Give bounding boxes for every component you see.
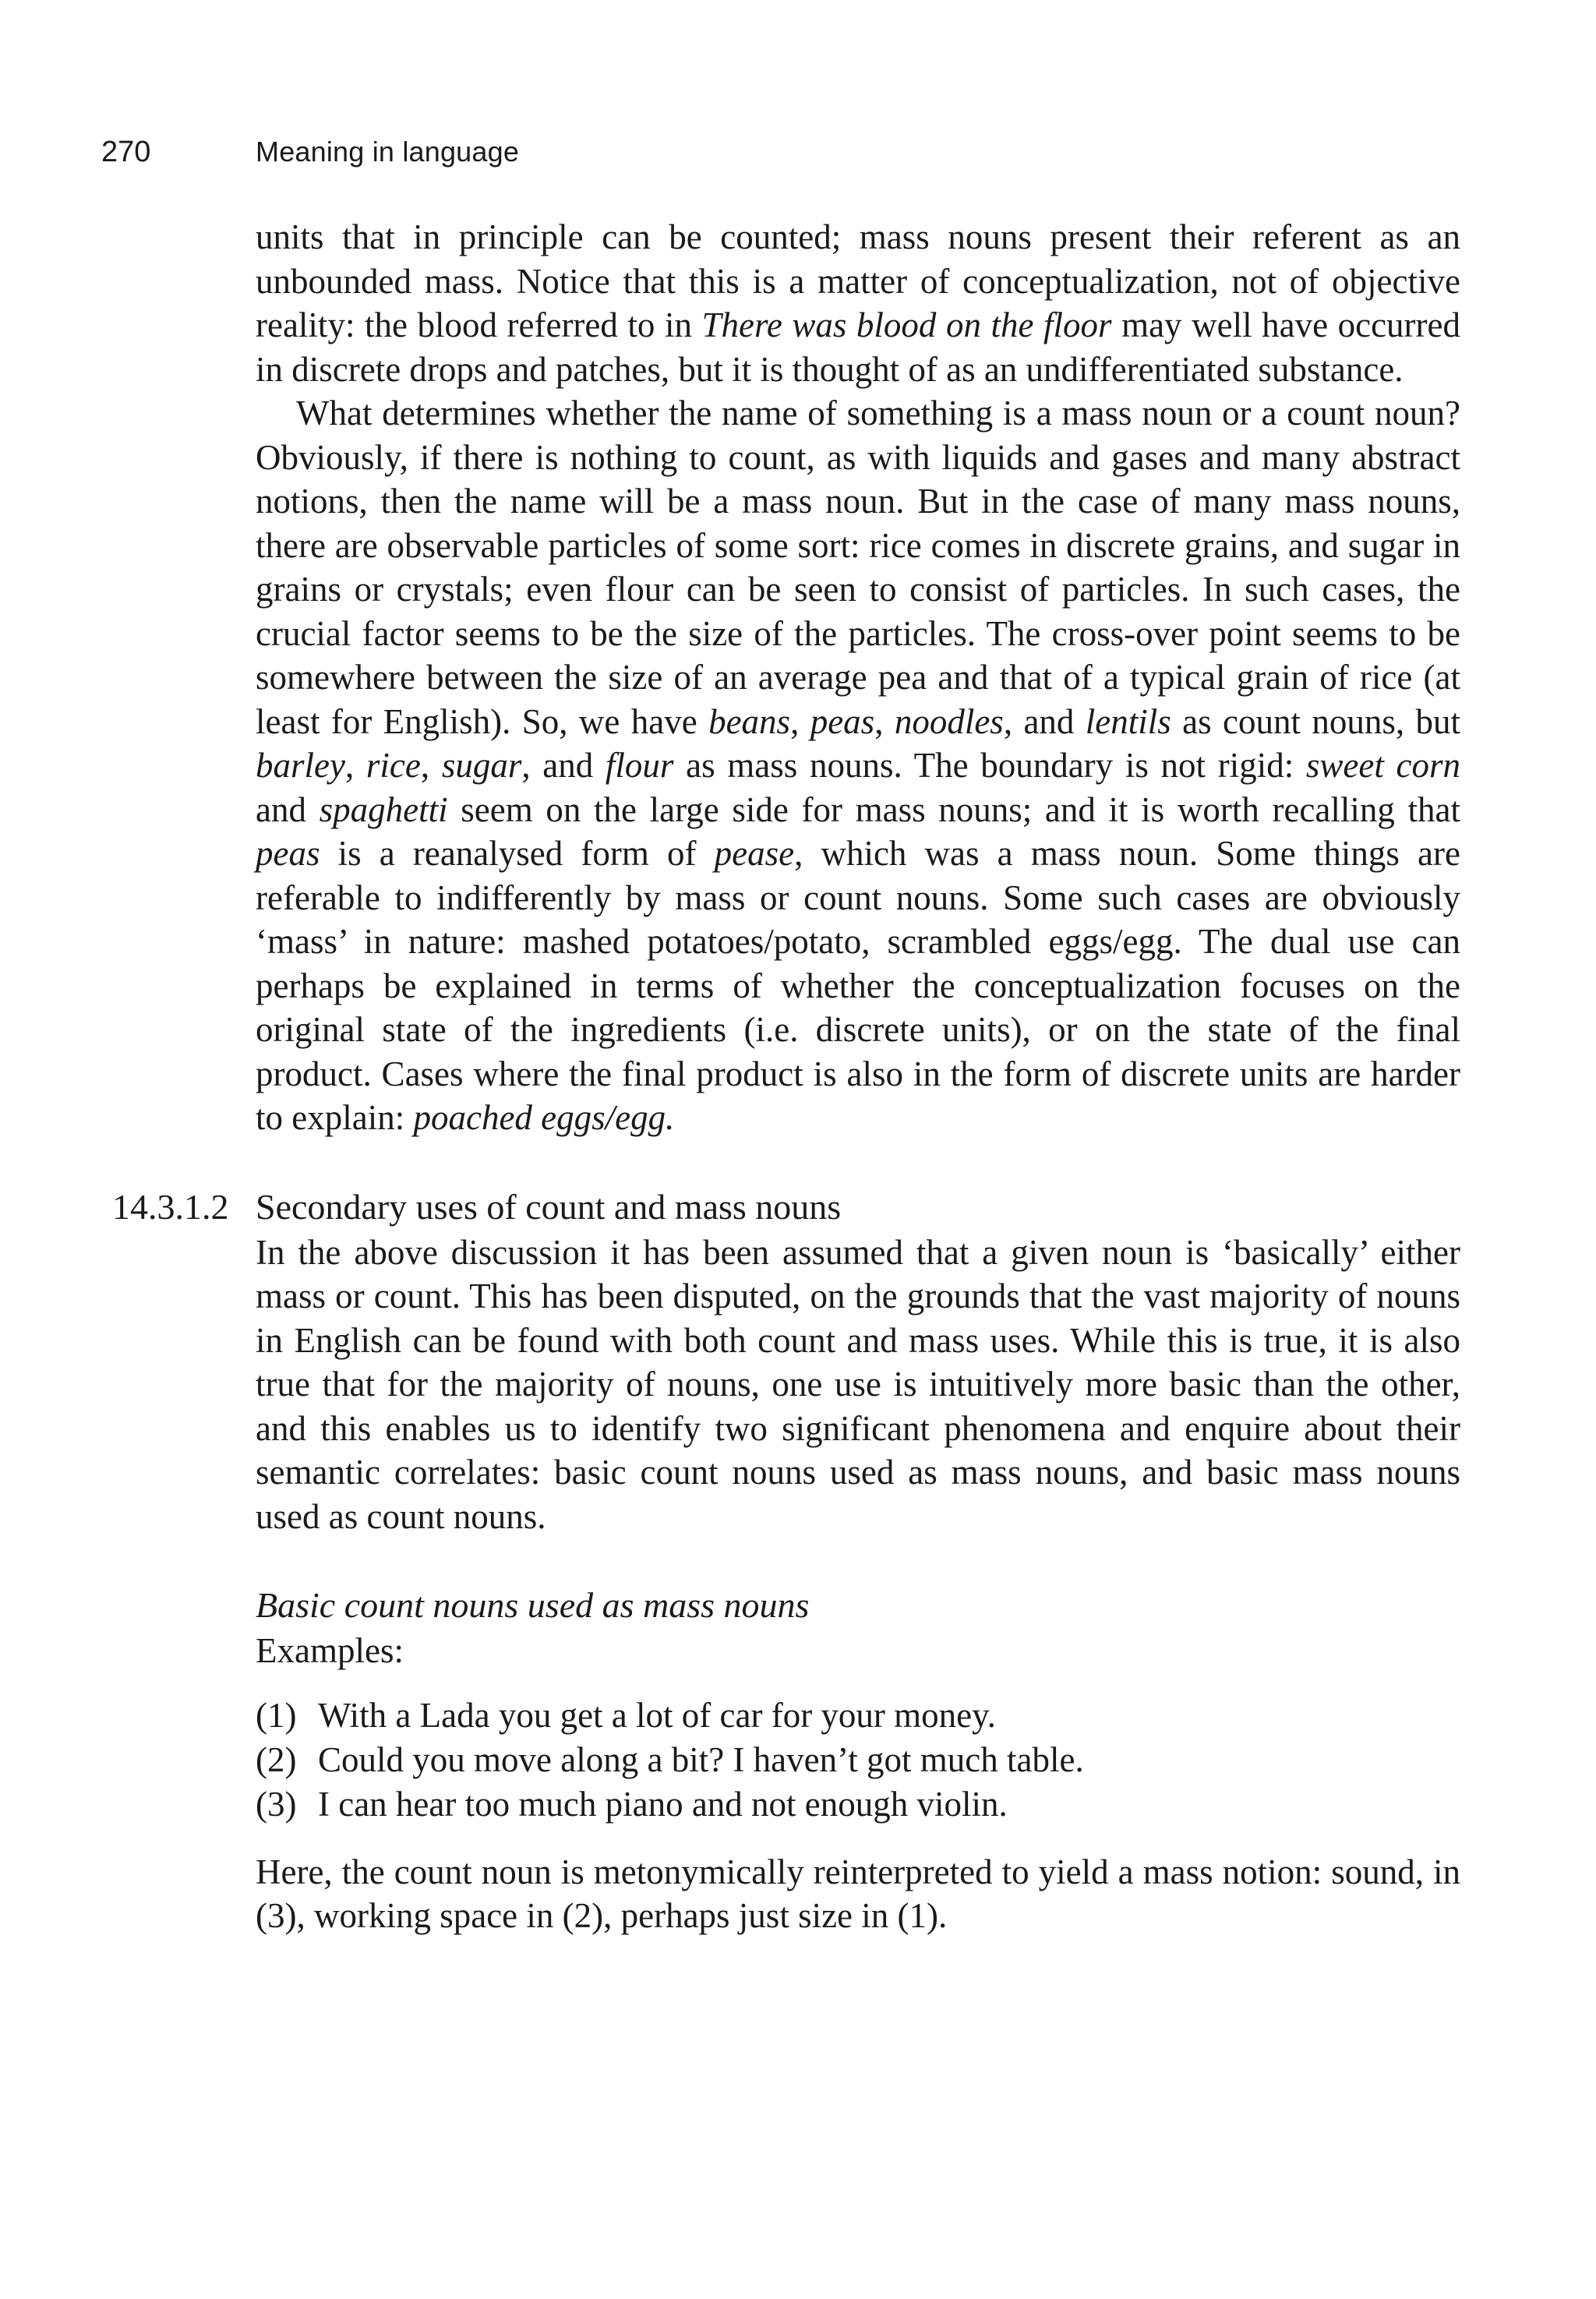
example-item — [256, 1693, 1460, 1738]
example-text: With a Lada you get a lot of car for your money. — [318, 1695, 996, 1735]
paragraph-3: In the above discussion it has been assumed that a given noun is ‘basically’ either mass or count. This has been disputed, on the grounds that the vast majority of nouns in English can be found with both count and mass uses. While this is true, it is also true that for the majority of nouns, one use is intuitively more basic than the other, and this enables us to identify two significant phenomena and enquire about their semantic correlates: basic count nouns used as mass nouns, and basic mass nouns used as count nouns. — [256, 1232, 1460, 1536]
italic-term: peas — [810, 701, 875, 741]
example-number: (3) — [256, 1784, 297, 1824]
italic-term: lentils — [1085, 701, 1171, 741]
paragraph-1: units that in principle can be counted; mass nouns present their referent as an unbounded mass. Notice that this is a matter of conceptualization, not of objective reality: the blood referred to in There was blood on the floor may well have occurred in discrete drops and patches, but it is thought of as an undifferentiated substance. — [256, 217, 1460, 389]
italic-term: noodles — [894, 701, 1004, 741]
paragraph-2: What determines whether the name of something is a mass noun or a count noun? Obviously, if there is nothing to count, as with liquids and gases and many abstract notions, then the name will be a mass noun. But in the case of many mass nouns, there are observable particles of some sort: rice comes in discrete grains, and sugar in grains or crystals; even flour can be seen to consist of particles. In such cases, the crucial factor seems to be the size of the particles. The cross-over point seems to be somewhere between the size of an average pea and that of a typical grain of rice (at least for English). So, we have beans, peas, noodles, and lentils as count nouns, but barley, rice, sugar, and flour as mass nouns. The boundary is not rigid: sweet corn and spaghetti seem on the large side for mass nouns; and it is worth recalling that peas is a reanalysed form of pease, which was a mass noun. Some things are referable to indifferently by mass or count nouns. Some such cases are obviously ‘mass’ in nature: mashed potatoes/potato, scrambled eggs/egg. The dual use can perhaps be explained in terms of whether the conceptualization focuses on the original state of the ingredients (i.e. discrete units), or on the state of the final product. Cases where the final product is also in the form of discrete units are harder to explain: poached eggs/egg. — [256, 394, 1461, 1137]
italic-term: beans — [708, 701, 791, 741]
section-heading — [112, 1184, 1460, 1231]
example-item — [256, 1782, 1460, 1827]
example-item — [256, 1738, 1460, 1782]
example-number: (2) — [256, 1739, 297, 1779]
body-text — [112, 215, 1461, 1938]
italic-term: spaghetti — [319, 789, 448, 829]
section-title: Secondary uses of count and mass nouns — [256, 1186, 842, 1227]
section-number: 14.3.1.2 — [112, 1186, 229, 1227]
italic-term: rice — [365, 746, 421, 785]
italic-term: peas — [256, 834, 320, 873]
examples-list — [256, 1693, 1460, 1827]
italic-term: sugar — [441, 746, 522, 785]
italic-term: barley — [256, 746, 345, 785]
example-text: I can hear too much piano and not enough violin. — [318, 1784, 1008, 1824]
italic-term: poached eggs/egg. — [413, 1098, 675, 1137]
example-number: (1) — [256, 1695, 297, 1735]
page-number: 270 — [101, 136, 151, 168]
examples-label: Examples: — [256, 1631, 404, 1670]
italic-term: pease — [714, 834, 795, 873]
italic-term: sweet corn — [1305, 746, 1461, 785]
italic-term: flour — [605, 746, 674, 785]
page-header — [101, 131, 1504, 178]
paragraph-4: Here, the count noun is metonymically reinterpreted to yield a mass notion: sound, in (3), working space in (2), perhaps just size in (1). — [256, 1852, 1460, 1935]
running-head: Meaning in language — [256, 136, 520, 168]
subsection-heading: Basic count nouns used as mass nouns — [256, 1585, 810, 1625]
italic-term: There was blood on the floor — [701, 305, 1112, 344]
example-text: Could you move along a bit? I haven’t got much table. — [318, 1739, 1084, 1779]
